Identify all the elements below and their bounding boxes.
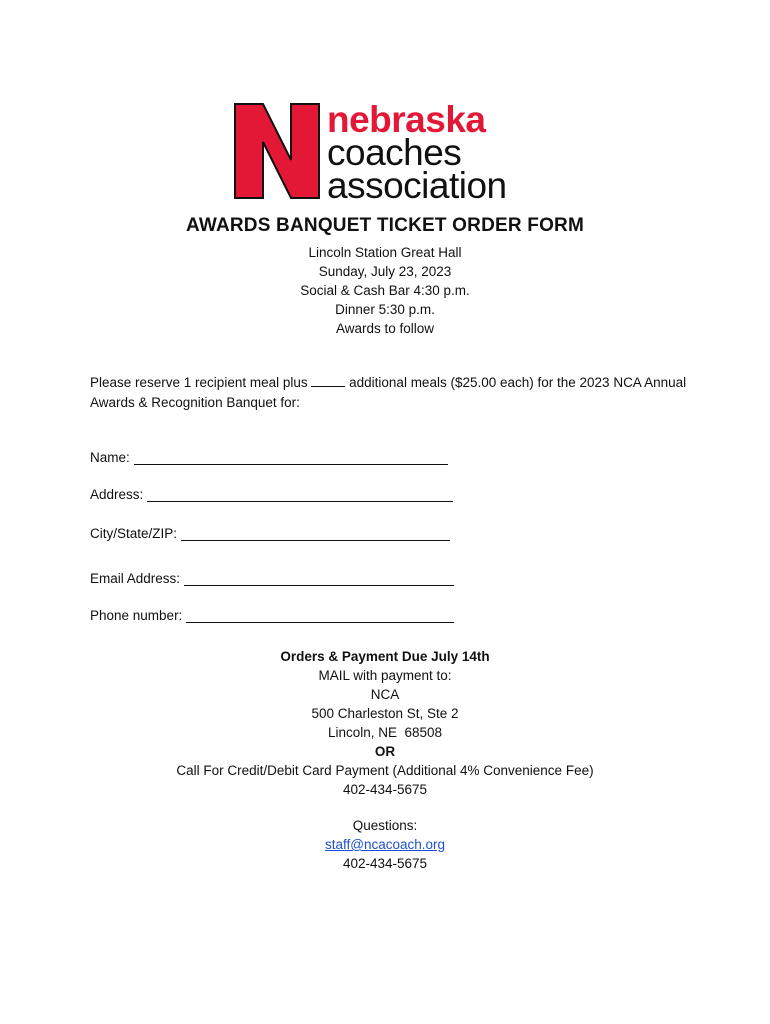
payment-street: 500 Charleston St, Ste 2 [311,706,459,721]
additional-meals-blank[interactable] [311,374,345,387]
logo-line-nebraska: nebraska [327,99,486,140]
reserve-text-2: additional meals ($25.00 each) for the 2023 NCA Annual Awards & Recognition Banquet for: [90,375,687,410]
payment-mail: MAIL with payment to: [318,668,452,683]
n-logo-icon [233,102,321,200]
city-state-zip-label: City/State/ZIP: [90,526,178,541]
payment-org: NCA [370,687,400,702]
name-label: Name: [90,450,130,465]
payment-or: OR [374,744,396,759]
payment-due: Orders & Payment Due July 14th [280,649,490,664]
questions-label: Questions: [352,818,418,833]
logo-line-association: association [327,165,507,206]
phone-line[interactable] [186,608,454,623]
reserve-text-1: Please reserve 1 recipient meal plus [90,375,308,390]
nca-logo [233,99,543,206]
questions-info [0,816,770,873]
name-field [90,450,448,465]
address-field [90,487,453,502]
reserve-paragraph [90,373,690,413]
event-dinner: Dinner 5:30 p.m. [335,302,435,317]
event-details [0,243,770,338]
payment-info [0,647,770,799]
phone-label: Phone number: [90,608,183,623]
email-field [90,571,454,586]
event-social: Social & Cash Bar 4:30 p.m. [300,283,470,298]
payment-call: Call For Credit/Debit Card Payment (Additional 4% Convenience Fee) [176,763,594,778]
address-line[interactable] [147,487,453,502]
address-label: Address: [90,487,144,502]
event-venue: Lincoln Station Great Hall [308,245,462,260]
city-state-zip-line[interactable] [181,526,450,541]
name-line[interactable] [134,450,448,465]
email-line[interactable] [184,571,454,586]
page-title: AWARDS BANQUET TICKET ORDER FORM [185,215,584,236]
phone-field [90,608,454,623]
questions-phone: 402-434-5675 [342,856,428,871]
event-awards: Awards to follow [335,321,435,336]
payment-city: Lincoln, NE 68508 [327,725,443,740]
payment-phone: 402-434-5675 [342,782,428,797]
city-state-zip-field [90,526,450,541]
questions-email-link[interactable]: staff@ncacoach.org [324,837,446,852]
logo-line-coaches: coaches [327,132,462,173]
event-date: Sunday, July 23, 2023 [318,264,452,279]
email-label: Email Address: [90,571,181,586]
